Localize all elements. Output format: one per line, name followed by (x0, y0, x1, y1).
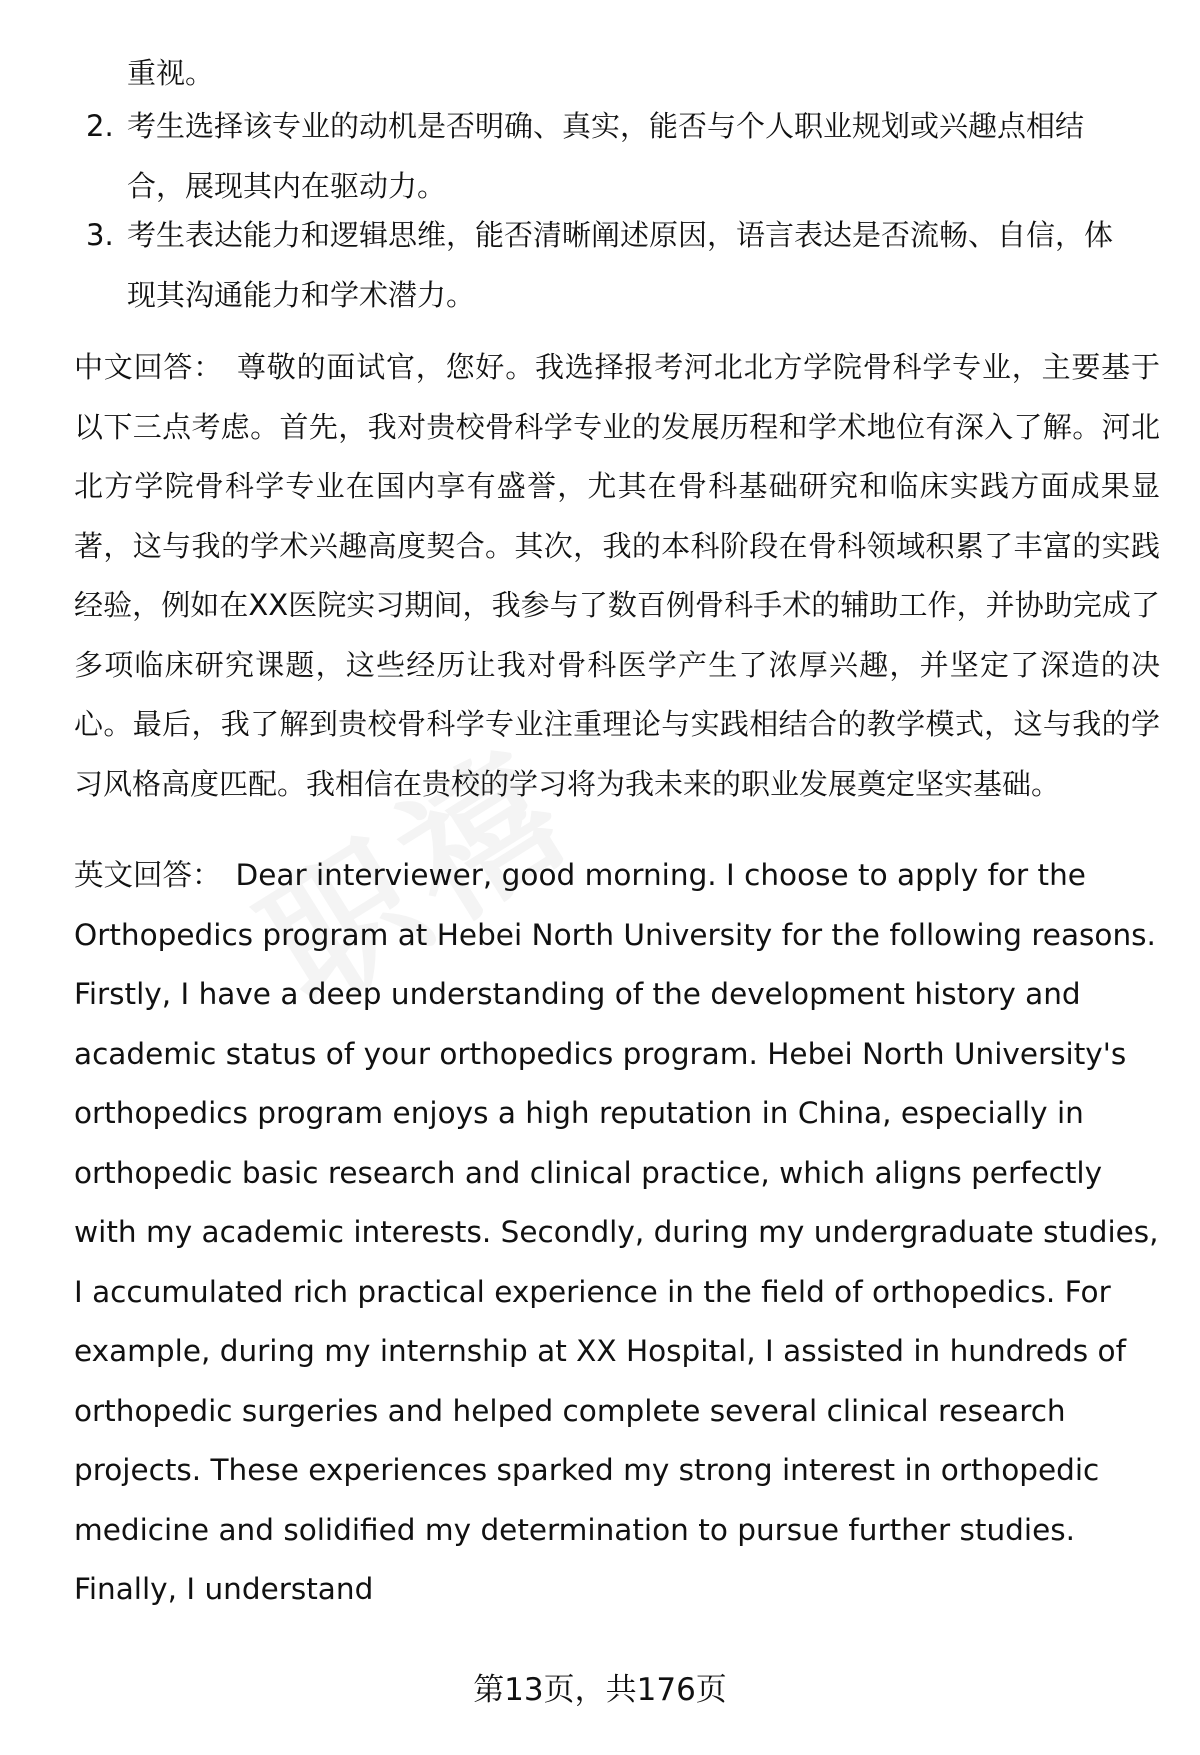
english-answer-text: Dear interviewer, good morning. I choose to apply for the Orthopedics program at Hebei North University for the following reasons. Firstly, I have a deep understanding of the development history and academic status of your orthopedics program. Hebei North University's orthopedics program enjoys a high reputation in China, especially in orthopedic basic research and clinical practice, which aligns perfectly with my academic interests. Secondly, during my undergraduate studies, I accumulated rich practical experience in the field of orthopedics. For example, during my internship at XX Hospital, I assisted in hundreds of orthopedic surgeries and helped complete several clinical research projects. These experiences sparked my strong interest in orthopedic medicine and solidified my determination to pursue further studies. Finally, I understand (74, 858, 1159, 1606)
list-number: 2. (86, 109, 114, 143)
list-text: 考生表达能力和逻辑思维，能否清晰阐述原因，语言表达是否流畅、自信，体现其沟通能力和学术潜力。 (127, 218, 1114, 312)
english-answer-label: 英文回答： (74, 858, 222, 892)
list-item-1-tail: 重视。 (127, 56, 215, 90)
list-item (86, 97, 1156, 216)
list-number: 3. (86, 218, 114, 252)
chinese-answer-label: 中文回答： (74, 350, 223, 384)
list-text: 考生选择该专业的动机是否明确、真实，能否与个人职业规划或兴趣点相结合，展现其内在驱动力。 (127, 109, 1085, 203)
chinese-answer-paragraph (74, 338, 1160, 814)
english-answer-paragraph (74, 846, 1160, 1620)
list-item (86, 206, 1156, 325)
page-number: 第13页，共176页 (473, 1672, 727, 1708)
chinese-answer-text: 尊敬的面试官，您好。我选择报考河北北方学院骨科学专业，主要基于以下三点考虑。首先，我对贵校骨科学专业的发展历程和学术地位有深入了解。河北北方学院骨科学专业在国内享有盛誉，尤其在骨科基础研究和临床实践方面成果显著，这与我的学术兴趣高度契合。其次，我的本科阶段在骨科领域积累了丰富的实践经验，例如在XX医院实习期间，我参与了数百例骨科手术的辅助工作，并协助完成了多项临床研究课题，这些经历让我对骨科医学产生了浓厚兴趣，并坚定了深造的决心。最后，我了解到贵校骨科学专业注重理论与实践相结合的教学模式，这与我的学习风格高度匹配。我相信在贵校的学习将为我未来的职业发展奠定坚实基础。 (74, 350, 1160, 801)
